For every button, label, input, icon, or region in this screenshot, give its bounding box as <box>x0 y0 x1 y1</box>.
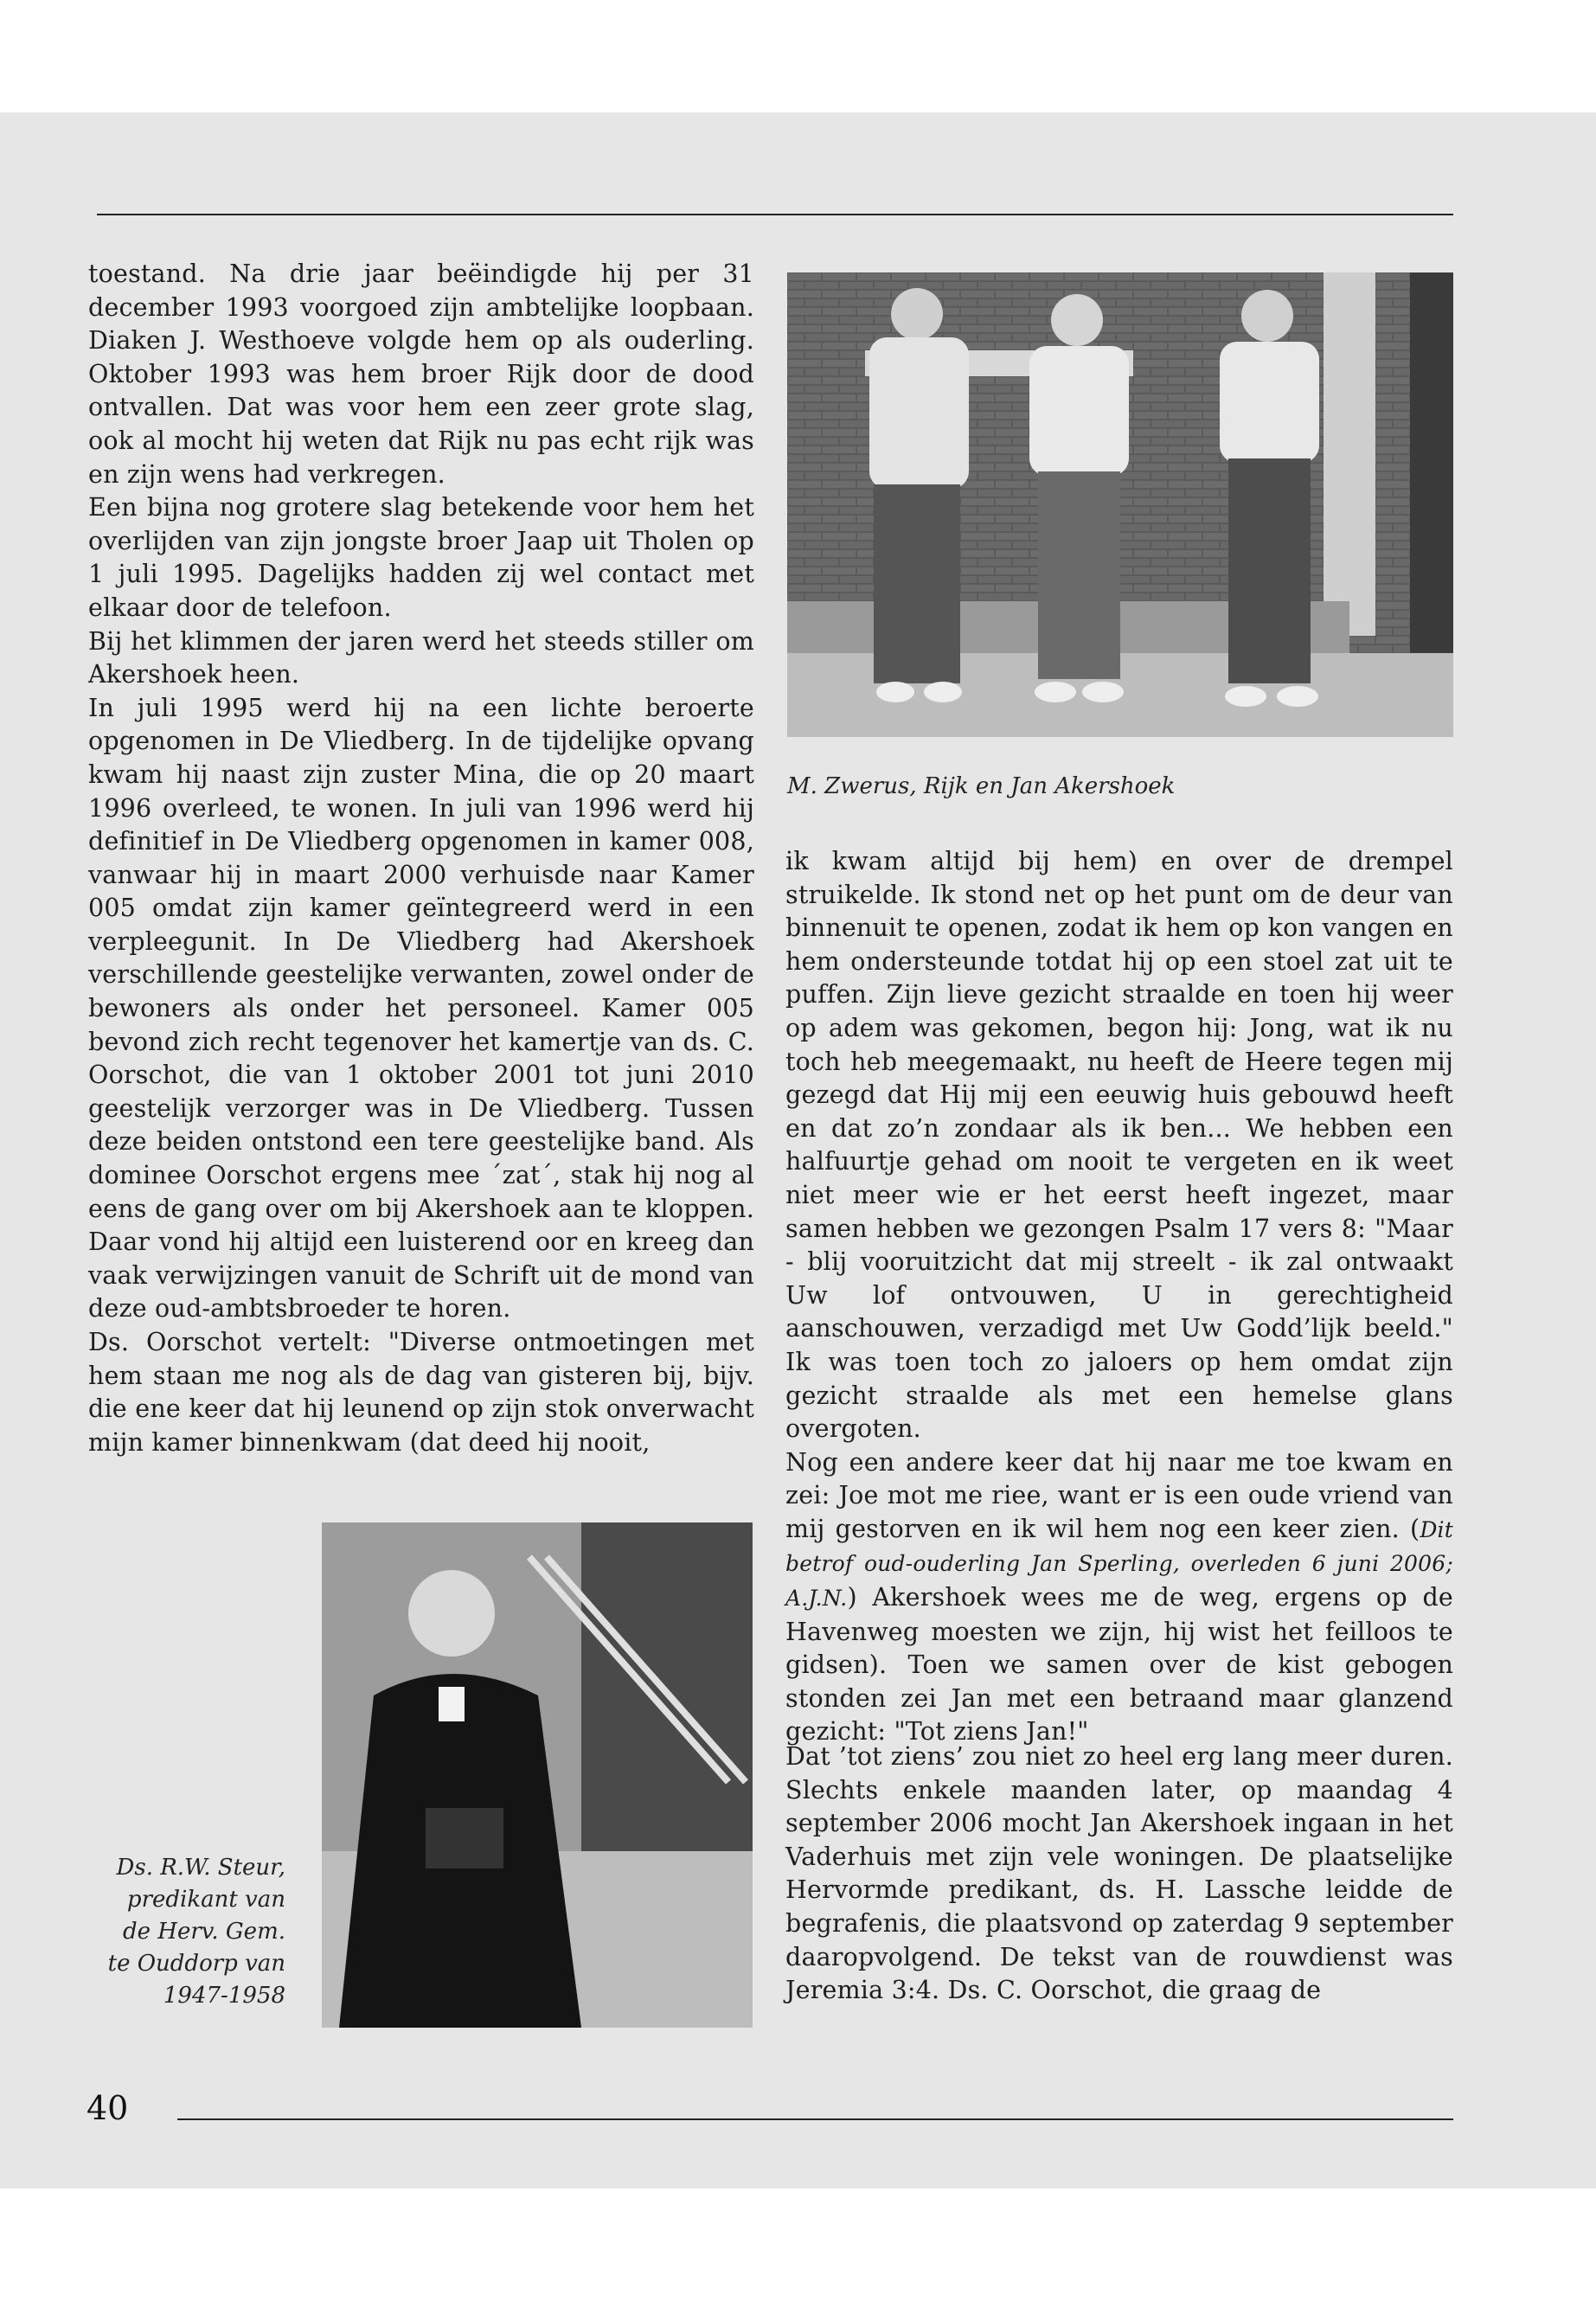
paragraph: ik kwam altijd bij hem) en over de drempel struikelde. Ik stond net op het punt om de deur van binnenuit te openen, zodat ik hem op kon vangen en hem ondersteunde totdat hij op een stoel zat uit te puffen. Zijn lieve gezicht straalde en toen hij weer op adem was gekomen, begon hij: Jong, wat ik nu toch heb meegemaakt, nu heeft de Heere tegen mij gezegd dat Hij mij een eeuwig huis gebouwd heeft en dat zo’n zondaar als ik ben... We hebben een halfuurtje gehad om nooit te vergeten en ik weet niet meer wie er het eerst heeft ingezet, maar samen hebben we gezongen Psalm 17 vers 8: "Maar - blij vooruitzicht dat mij streelt - ik zal ontwaakt Uw lof ontvouwen, U in gerechtigheid aanschouwen, verzadigd met Uw Godd’lijk beeld." Ik was toen toch zo jaloers op hem omdat zijn gezicht straalde als met een hemelse glans overgoten. <box>785 847 1453 1444</box>
photo-three-men <box>787 272 1453 737</box>
photo-caption <box>95 1852 285 2012</box>
header-rule <box>97 214 1453 215</box>
photo-minister <box>322 1522 753 2028</box>
paragraph: toestand. Na drie jaar beëindigde hij per 31 december 1993 voorgoed zijn ambtelijke loopbaan. Diaken J. Westhoeve volgde hem op als ouderling. Oktober 1993 was hem broer Rijk door de dood ontvallen. Dat was voor hem een zeer grote slag, ook al mocht hij weten dat Rijk nu pas echt rijk was en zijn wens had verkregen. <box>88 260 754 489</box>
paragraph: Ds. Oorschot vertelt: "Diverse ontmoetingen met hem staan me nog als de dag van gisteren bij, bijv. die ene keer dat hij leunend op zijn stok onverwacht mijn kamer binnenkwam (dat deed hij nooit, <box>88 1328 754 1457</box>
photo-caption: M. Zwerus, Rijk en Jan Akershoek <box>787 773 1176 799</box>
right-text-column <box>785 845 1453 1749</box>
paragraph <box>785 1446 1453 1749</box>
caption-line: predikant van <box>126 1887 285 1913</box>
left-text-column <box>88 258 754 1459</box>
text-run: ) Akershoek wees me de weg, ergens op de Havenweg moesten we zijn, hij wist het feilloos te gidsen). Toen we samen over de kist gebogen stonden zei Jan met een betraand maar glanzend gezicht: "Tot ziens Jan!" <box>785 1583 1453 1747</box>
paragraph: In juli 1995 werd hij na een lichte beroerte opgenomen in De Vliedberg. In de tijdelijke opvang kwam hij naast zijn zuster Mina, die op 20 maart 1996 overleed, te wonen. In juli van 1996 werd hij definitief in De Vliedberg opgenomen in kamer 008, vanwaar hij in maart 2000 verhuisde naar Kamer 005 omdat zijn kamer geïntegreerd werd in een verpleegunit. In De Vliedberg had Akershoek verschillende geestelijke verwanten, zowel onder de bewoners als onder het personeel. Kamer 005 bevond zich recht tegenover het kamertje van ds. C. Oorschot, die van 1 oktober 2001 tot juni 2010 geestelijk verzorger was in De Vliedberg. Tussen deze beiden ontstond een tere geestelijke band. Als dominee Oorschot ergens mee ´zat´, stak hij nog al eens de gang over om bij Akershoek aan te kloppen. Daar vond hij altijd een luisterend oor en kreeg dan vaak verwijzingen vanuit de Schrift uit de mond van deze oud-ambtsbroeder te horen. <box>88 693 754 1324</box>
caption-line: de Herv. Gem. <box>123 1919 285 1945</box>
page-number: 40 <box>87 2089 129 2127</box>
caption-line: 1947-1958 <box>163 1983 285 2009</box>
footer-rule <box>177 2118 1453 2120</box>
paragraph: Een bijna nog grotere slag betekende voor hem het overlijden van zijn jongste broer Jaap uit Tholen op 1 juli 1995. Dagelijks hadden zij wel contact met elkaar door de telefoon. <box>88 493 754 622</box>
text-run: Nog een andere keer dat hij naar me toe kwam en zei: Joe mot me riee, want er is een oude vriend van mij gestorven en ik wil hem nog een keer zien. ( <box>785 1447 1453 1543</box>
paragraph: Dat ’tot ziens’ zou niet zo heel erg lang meer duren. Slechts enkele maanden later, op maandag 4 september 2006 mocht Jan Akershoek ingaan in het Vaderhuis met zijn vele woningen. De plaatselijke Hervormde predikant, ds. H. Lassche leidde de begrafenis, die plaatsvond op zaterdag 9 september daaropvolgend. De tekst van de rouwdienst was Jeremia 3:4. Ds. C. Oorschot, die graag de <box>785 1742 1453 2005</box>
right-text-column-lower <box>785 1740 1453 2008</box>
caption-line: te Ouddorp van <box>107 1951 285 1977</box>
caption-line: Ds. R.W. Steur, <box>116 1855 285 1881</box>
paragraph: Bij het klimmen der jaren werd het steeds stiller om Akershoek heen. <box>88 626 754 689</box>
editorial-note: Dit betrof oud-ouderling Jan Sperling, overleden 6 juni 2006; A.J.N. <box>785 1516 1453 1612</box>
